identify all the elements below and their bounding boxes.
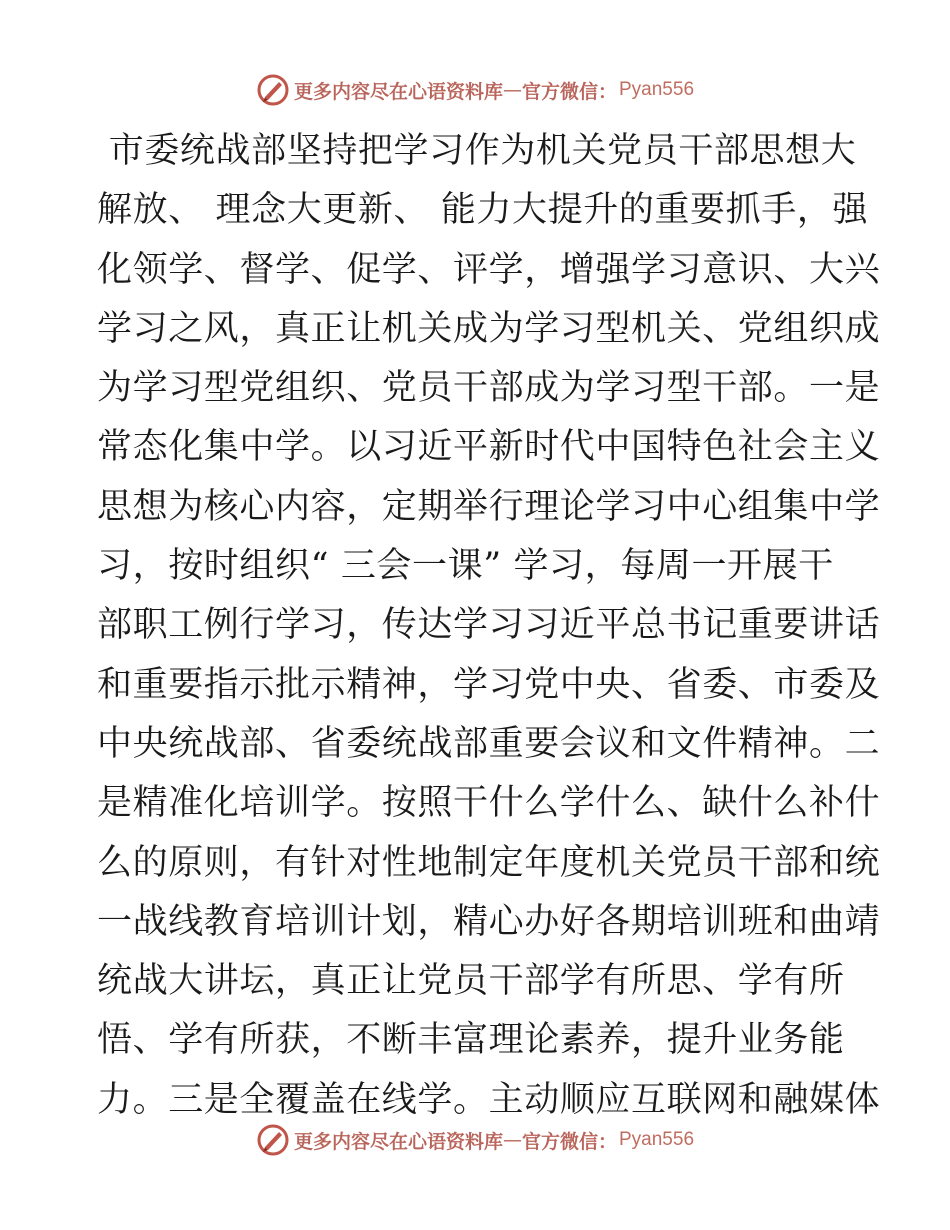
brush-pen-logo-icon: [256, 73, 290, 107]
body-line-16: 悟、学有所获，不断丰富理论素养，提升业务能: [97, 1020, 845, 1061]
body-line-8: 习，按时组织“ 三会一课” 学习，每周一开展干: [97, 546, 834, 587]
banner-wechat-id: Pyan556: [619, 79, 695, 100]
body-line-4: 学习之风，真正让机关成为学习型机关、党组织成: [97, 308, 881, 349]
banner-slogan: 更多内容尽在心语资料库: [293, 1130, 503, 1153]
body-line-17: 力。三是全覆盖在线学。主动顺应互联网和融媒体: [97, 1079, 881, 1120]
header-banner: [0, 70, 950, 110]
banner-separator: —: [502, 1129, 522, 1151]
banner-slogan: 更多内容尽在心语资料库: [293, 80, 503, 103]
banner-wechat-id: Pyan556: [619, 1129, 695, 1150]
body-line-7: 思想为核心内容，定期举行理论学习中心组集中学: [97, 486, 881, 527]
body-line-9: 部职工例行学习，传达学习习近平总书记重要讲话: [97, 605, 881, 646]
brush-pen-logo-icon: [256, 1123, 290, 1157]
body-line-13: 么的原则，有针对性地制定年度机关党员干部和统: [97, 842, 881, 883]
body-line-3: 化领学、督学、促学、评学，增强学习意识、大兴: [97, 249, 881, 290]
document-body: [97, 122, 881, 1130]
body-line-5: 为学习型党组织、党员干部成为学习型干部。一是: [97, 368, 881, 409]
body-line-1: 市委统战部坚持把学习作为机关党员干部思想大: [97, 131, 857, 171]
body-line-11: 中央统战部、省委统战部重要会议和文件精神。二: [97, 723, 881, 764]
body-line-2: 解放、 理念大更新、 能力大提升的重要抓手，强: [97, 190, 869, 231]
footer-banner: [0, 1120, 950, 1160]
body-line-6: 常态化集中学。以习近平新时代中国特色社会主义: [97, 427, 881, 468]
body-line-14: 一战线教育培训计划，精心办好各期培训班和曲靖: [97, 901, 881, 942]
body-line-12: 是精准化培训学。按照干什么学什么、缺什么补什: [97, 783, 881, 824]
banner-wechat-label: 官方微信：: [521, 1130, 617, 1153]
body-line-10: 和重要指示批示精神，学习党中央、省委、市委及: [97, 664, 881, 705]
banner-wechat-label: 官方微信：: [521, 80, 617, 103]
body-line-15: 统战大讲坛，真正让党员干部学有所思、学有所: [97, 961, 845, 1002]
banner-separator: —: [502, 79, 522, 101]
